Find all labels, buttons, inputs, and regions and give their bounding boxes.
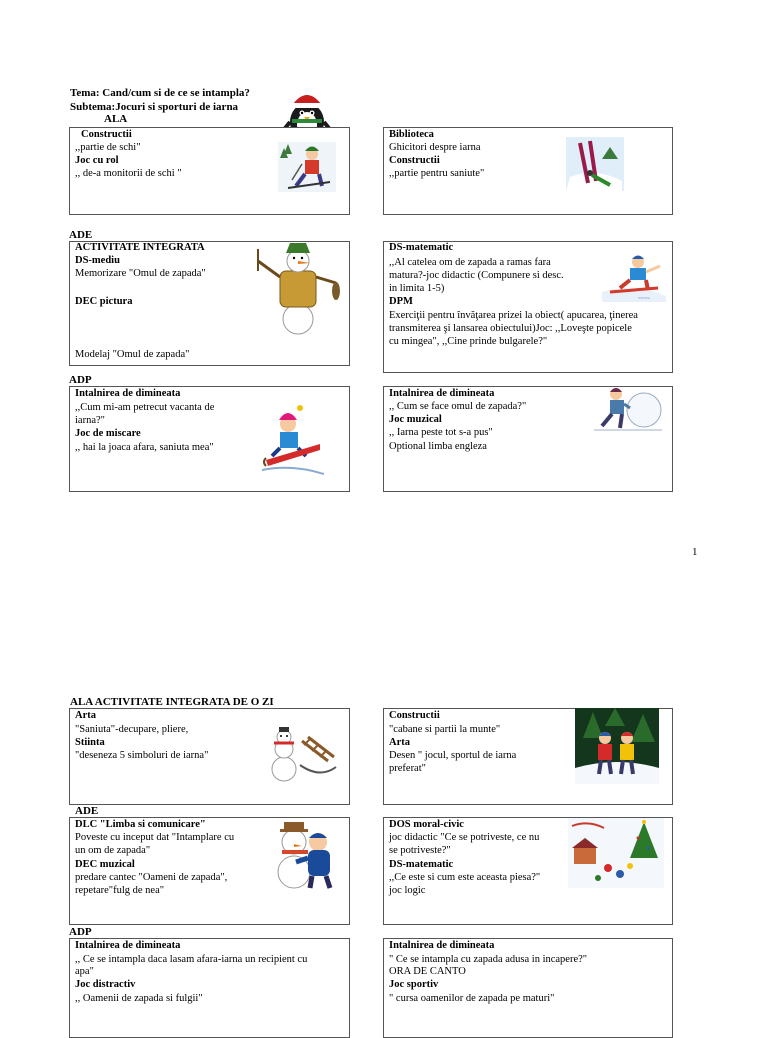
ala-section-label: ALA (104, 113, 128, 125)
p2-adp-left-line-2: apa" (75, 966, 94, 977)
p2-adp-left-heading-2: Joc distractiv (75, 979, 136, 990)
p2-ala-right-line-1: "cabane si partii la munte" (389, 724, 501, 735)
ade-section-label: ADE (69, 229, 93, 241)
ala-right-line-1: Ghicitori despre iarna (389, 142, 481, 153)
p2-adp-left-panel (69, 938, 350, 1038)
p2-ala-left-heading-2: Stiinta (75, 737, 105, 748)
ade-right-heading-2: DPM (389, 296, 413, 307)
p2-ade-left-line-2: un om de zapada" (75, 845, 151, 856)
ade-left-line-2: Modelaj "Omul de zapada" (75, 349, 190, 360)
ade-right-line-4: Exerciţii pentru învăţarea prizei la obiect( apucarea, ţinerea (389, 310, 638, 321)
ala-right-heading-1: Biblioteca (389, 129, 434, 140)
page-number: 1 (692, 546, 698, 558)
skis-clipart (566, 137, 624, 191)
p2-adp-left-line-3: ,, Oamenii de zapada si fulgii" (75, 993, 203, 1004)
p2-adp-section-label: ADP (69, 926, 92, 938)
p2-ade-right-line-4: joc logic (389, 885, 426, 896)
p2-ala-right-line-3: preferat" (389, 763, 426, 774)
p2-adp-right-line-1: " Ce se intampla cu zapada adusa in incapere?" (389, 954, 588, 965)
ade-left-heading-3: DEC pictura (75, 296, 133, 307)
ade-right-heading-1: DS-matematic (389, 242, 454, 253)
p2-ala-right-heading-1: Constructii (389, 710, 440, 721)
p2-ade-left-line-1: Poveste cu inceput dat "Intamplare cu (75, 832, 235, 843)
svg-text:~~~~: ~~~~ (638, 296, 650, 302)
p2-ade-left-heading-1: DLC "Limba si comunicare" (75, 819, 206, 830)
winter-village-clipart (568, 818, 664, 888)
p2-ade-left-line-4: repetare"fulg de nea" (75, 885, 165, 896)
p2-ala-right-line-2: Desen " jocul, sportul de iarna (389, 750, 517, 761)
p2-ade-section-label: ADE (75, 805, 99, 817)
adp-left-heading-2: Joc de miscare (75, 428, 141, 439)
ala-left-line-2: ,, de-a monitorii de schi " (75, 168, 182, 179)
adp-right-heading-2: Joc muzical (389, 414, 442, 425)
adp-left-line-2: iarna?" (75, 415, 105, 426)
children-winter-forest-clipart (575, 708, 659, 784)
ala-right-line-2: ,,partie pentru saniute" (389, 168, 485, 179)
ala-left-line-1: ,,partie de schi" (75, 142, 141, 153)
snowboarder-clipart (602, 252, 666, 302)
adp-left-heading-1: Intalnirea de dimineata (75, 388, 181, 399)
ade-left-line-1: Memorizare "Omul de zapada" (75, 268, 206, 279)
p2-adp-right-line-2: ORA DE CANTO (389, 966, 466, 977)
ala-right-heading-2: Constructii (389, 155, 440, 166)
skier-clipart (278, 142, 336, 192)
ade-right-line-3: in limita 1-5) (389, 283, 445, 294)
theme-title: Tema: Cand/cum si de ce se intampla? (70, 87, 250, 99)
p2-adp-right-panel (383, 938, 673, 1038)
ade-right-line-1: ,,Al catelea om de zapada a ramas fara (389, 257, 551, 268)
ade-right-line-6: cu mingea", ,,Cine prinde bulgarele?" (389, 336, 548, 347)
adp-right-line-3: Optional limba engleza (389, 441, 487, 452)
sledding-child-clipart (262, 404, 324, 478)
adp-right-line-2: ,, Iarna peste tot s-a pus" (389, 427, 493, 438)
adp-left-line-1: ,,Cum mi-am petrecut vacanta de (75, 402, 215, 413)
snowman-scarecrow-clipart (252, 241, 344, 335)
snowman-hug-clipart (272, 818, 342, 892)
ala-left-heading-2: Joc cu rol (75, 155, 119, 166)
p2-ade-left-heading-2: DEC muzical (75, 859, 135, 870)
p2-ade-right-heading-1: DOS moral-civic (389, 819, 464, 830)
adp-section-label: ADP (69, 374, 92, 386)
ade-left-heading-1: ACTIVITATE INTEGRATA (75, 242, 205, 253)
ala-right-panel (383, 127, 673, 215)
p2-ala-left-line-1: "Saniuta"-decupare, pliere, (75, 724, 189, 735)
p2-ala-left-line-2: "deseneza 5 simboluri de iarna" (75, 750, 209, 761)
p2-ade-right-line-1: joc didactic "Ce se potriveste, ce nu (389, 832, 540, 843)
p2-ala-right-heading-2: Arta (389, 737, 410, 748)
subtheme-title: Subtema:Jocuri si sporturi de iarna (70, 101, 239, 113)
p2-ade-right-heading-2: DS-matematic (389, 859, 454, 870)
snowball-rolling-clipart (594, 386, 662, 432)
p2-adp-left-line-1: ,, Ce se intampla daca lasam afara-iarna un recipient cu (75, 954, 308, 965)
adp-right-heading-1: Intalnirea de dimineata (389, 388, 495, 399)
ala-left-heading-1: Constructii (81, 129, 132, 140)
p2-ala-left-heading-1: Arta (75, 710, 96, 721)
ade-right-line-5: transmiterea şi lansarea obiectului)Joc: ,,Loveşte popicele (389, 323, 632, 334)
p2-adp-right-line-3: " cursa oamenilor de zapada pe maturi" (389, 993, 555, 1004)
p2-ade-left-line-3: predare cantec "Oameni de zapada", (75, 872, 228, 883)
adp-left-line-3: ,, hai la joaca afara, saniuta mea" (75, 442, 214, 453)
p2-ade-right-line-3: ,,Ce este si cum este aceasta piesa?" (389, 872, 541, 883)
p2-adp-right-heading-1: Intalnirea de dimineata (389, 940, 495, 951)
ade-left-heading-2: DS-mediu (75, 255, 120, 266)
snowman-sled-clipart (264, 727, 338, 783)
ade-right-line-2: matura?-joc didactic (Compunere si desc. (389, 270, 564, 281)
p2-ade-right-line-2: se potriveste?" (389, 845, 451, 856)
page2-header: ALA ACTIVITATE INTEGRATA DE O ZI (70, 696, 274, 708)
adp-right-line-1: ,, Cum se face omul de zapada?" (389, 401, 527, 412)
p2-adp-left-heading-1: Intalnirea de dimineata (75, 940, 181, 951)
p2-adp-right-heading-2: Joc sportiv (389, 979, 439, 990)
